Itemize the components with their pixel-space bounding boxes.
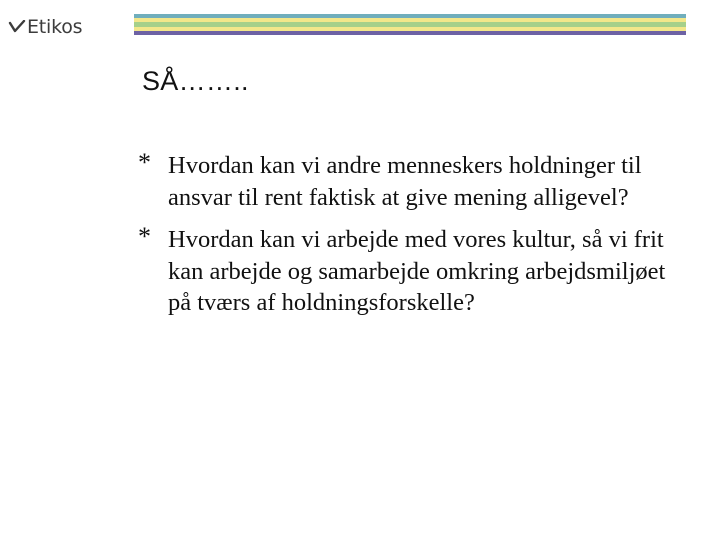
etikos-logo — [8, 14, 82, 40]
bullet-marker: * — [138, 222, 151, 251]
bullet-item — [134, 224, 694, 319]
bullet-item — [134, 150, 694, 213]
bullet-text: Hvordan kan vi arbejde med vores kultur, så vi frit kan arbejde og samarbejde omkring arbejdsmiljøet på tværs af holdningsforskelle? — [168, 226, 666, 316]
checkmark-logo-icon — [8, 20, 26, 34]
bullet-text: Hvordan kan vi andre menneskers holdninger til ansvar til rent faktisk at give mening alligevel? — [168, 152, 642, 211]
header-color-stripes — [134, 14, 686, 35]
bullet-list — [134, 150, 694, 319]
bullet-marker: * — [138, 148, 151, 177]
logo-text: Etikos — [27, 16, 83, 38]
stripe-purple — [134, 31, 686, 35]
slide-title: SÅ…….. — [142, 66, 249, 96]
